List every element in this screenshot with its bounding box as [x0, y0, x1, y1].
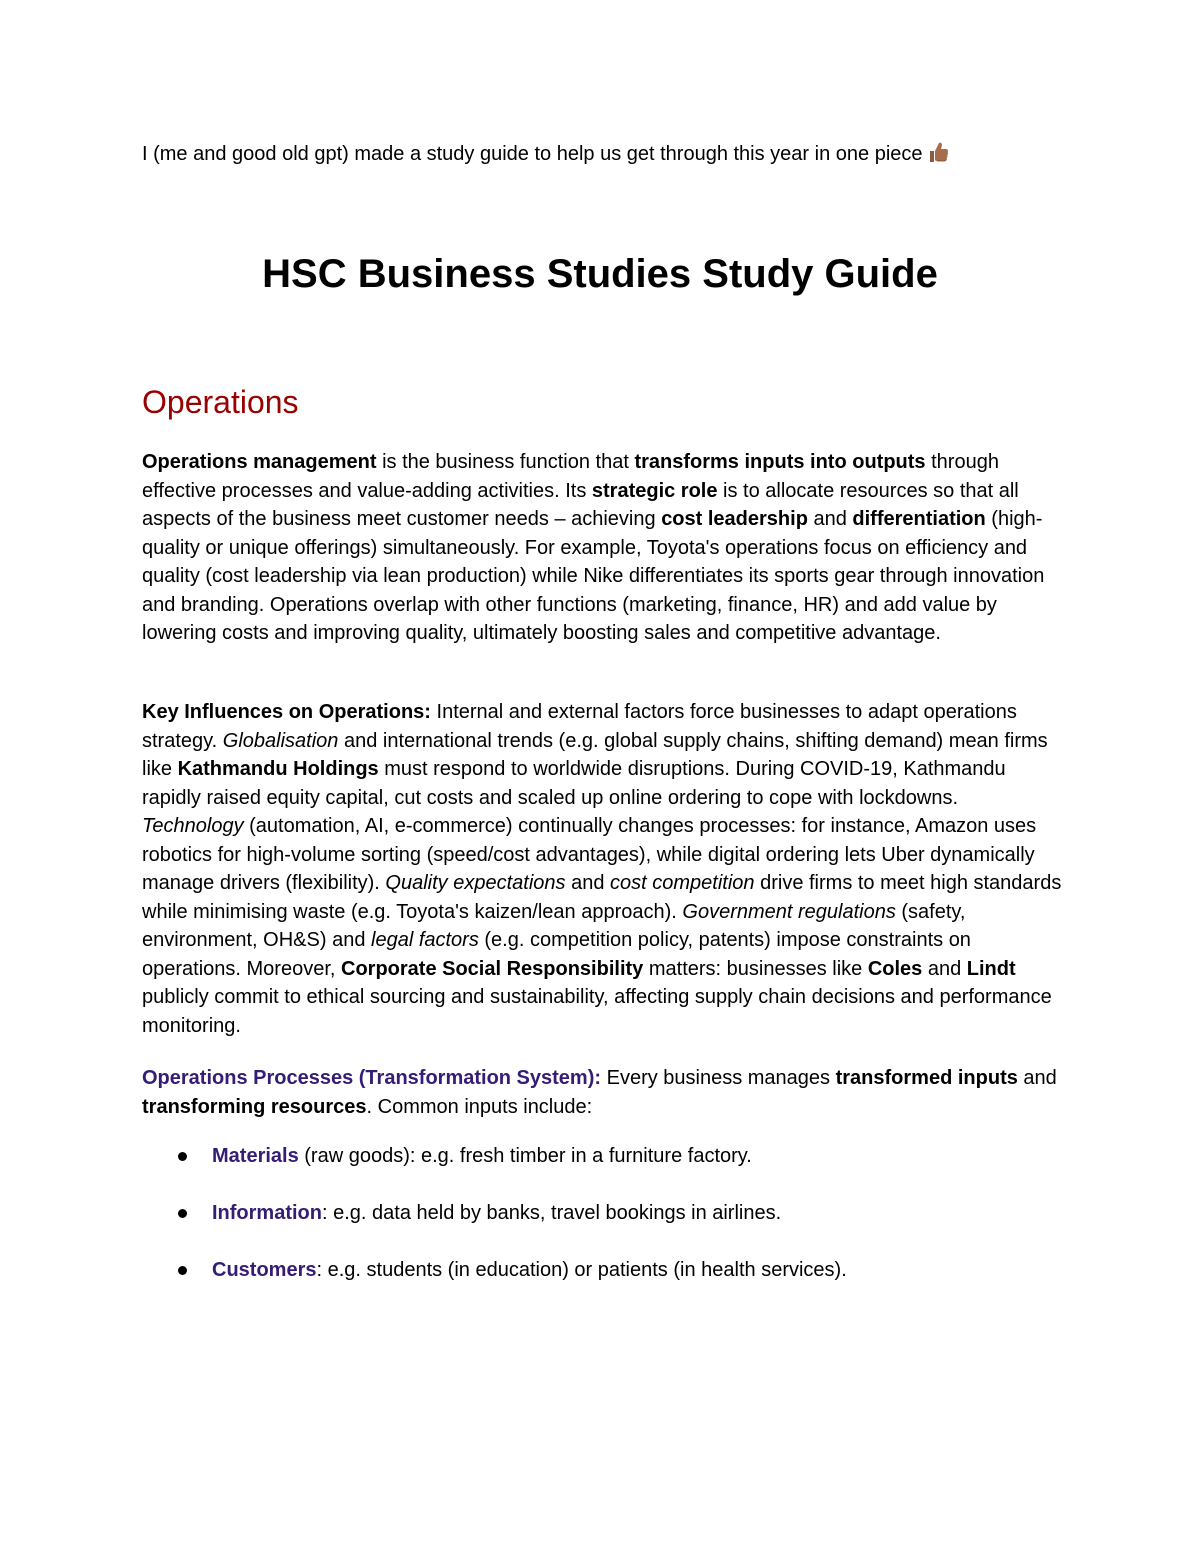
term: cost leadership [661, 508, 808, 530]
list-term: Customers [212, 1259, 317, 1281]
inputs-list [142, 1142, 1062, 1313]
term: Lindt [966, 957, 1016, 980]
paragraph-operations-processes [142, 1064, 1062, 1121]
text: and international trends (e.g. global supply chains, shifting demand) mean firms like [142, 729, 1048, 780]
list-text: (raw goods): e.g. fresh timber in a furniture factory. [298, 1145, 752, 1167]
text: Internal and external factors force businesses to adapt operations strategy. [142, 701, 1017, 752]
list-term: Information [212, 1202, 322, 1224]
list-item [142, 1142, 1062, 1199]
text: (safety, environment, OH&S) and [142, 900, 966, 951]
emphasis: Technology [142, 815, 244, 837]
bullet-icon [178, 1266, 187, 1275]
emphasis: Government regulations [682, 900, 896, 923]
text: must respond to worldwide disruptions. During COVID-19, Kathmandu rapidly raised equity capital, cut costs and scaled up online ordering to cope with lockdowns. [142, 758, 1006, 809]
term: strategic role [591, 479, 718, 502]
page-title: HSC Business Studies Study Guide [262, 252, 938, 296]
text: . Common inputs include: [366, 1095, 593, 1118]
paragraph-operations-management [142, 448, 1062, 648]
text: and [565, 872, 611, 894]
term: Coles [867, 957, 923, 980]
emphasis: legal factors [371, 929, 479, 951]
list-text: : e.g. students (in education) or patients (in health services). [316, 1259, 847, 1281]
text: and [807, 508, 853, 530]
text: (e.g. competition policy, patents) impose constraints on operations. Moreover, [142, 929, 971, 980]
text: publicly commit to ethical sourcing and sustainability, affecting supply chain decisions and performance monitoring. [142, 986, 1052, 1037]
text: drive firms to meet high standards while minimising waste (e.g. Toyota's kaizen/lean approach). [142, 872, 1062, 923]
list-item [142, 1199, 1062, 1256]
list-term: Materials [212, 1145, 299, 1167]
text: (high-quality or unique offerings) simultaneously. For example, Toyota's operations focus on efficiency and quality (cost leadership via lean production) while Nike differentiates its sports gear through innovation and branding. Operations overlap with other functions (marketing, finance, HR) and add value by lowering costs and improving quality, ultimately boosting sales and competitive advantage. [142, 508, 1045, 644]
list-text: : e.g. data held by banks, travel bookings in airlines. [322, 1202, 782, 1224]
term: Kathmandu Holdings [177, 758, 379, 780]
list-item [142, 1256, 1062, 1313]
term: Operations management [142, 451, 377, 473]
emphasis: cost competition [610, 872, 755, 894]
term: transforming resources [142, 1095, 367, 1118]
term: transforms inputs into outputs [634, 451, 926, 473]
text: is to allocate resources so that all aspects of the business meet customer needs – achieving [142, 479, 1019, 530]
intro-text: I (me and good old gpt) made a study guide to help us get through this year in one piece [142, 143, 923, 165]
intro-line [142, 138, 1062, 170]
text: is the business function that [376, 451, 635, 473]
text: and [922, 957, 967, 980]
paragraph-key-influences [142, 698, 1062, 1040]
term: Key Influences on Operations: [142, 701, 431, 723]
text: through effective processes and value-adding activities. Its [142, 451, 999, 502]
bullet-icon [178, 1152, 187, 1161]
emphasis: Quality expectations [385, 872, 566, 894]
section-heading: Operations [142, 384, 299, 420]
text: Every business manages [601, 1067, 836, 1089]
emphasis: Globalisation [222, 729, 339, 752]
thumbs-up-icon [927, 140, 949, 164]
term: differentiation [852, 508, 986, 530]
text: matters: businesses like [643, 957, 868, 980]
document-page [142, 138, 1062, 1281]
term: Corporate Social Responsibility [341, 957, 644, 980]
term: transformed inputs [835, 1067, 1018, 1089]
text: (automation, AI, e-commerce) continually changes processes: for instance, Amazon uses robotics for high-volume sorting (speed/cost advantages), while digital ordering lets Uber dynamically manage drivers (flexibility). [142, 815, 1037, 894]
bullet-icon [178, 1209, 187, 1218]
subheading: Operations Processes (Transformation System): [142, 1067, 602, 1089]
text: and [1017, 1067, 1057, 1089]
